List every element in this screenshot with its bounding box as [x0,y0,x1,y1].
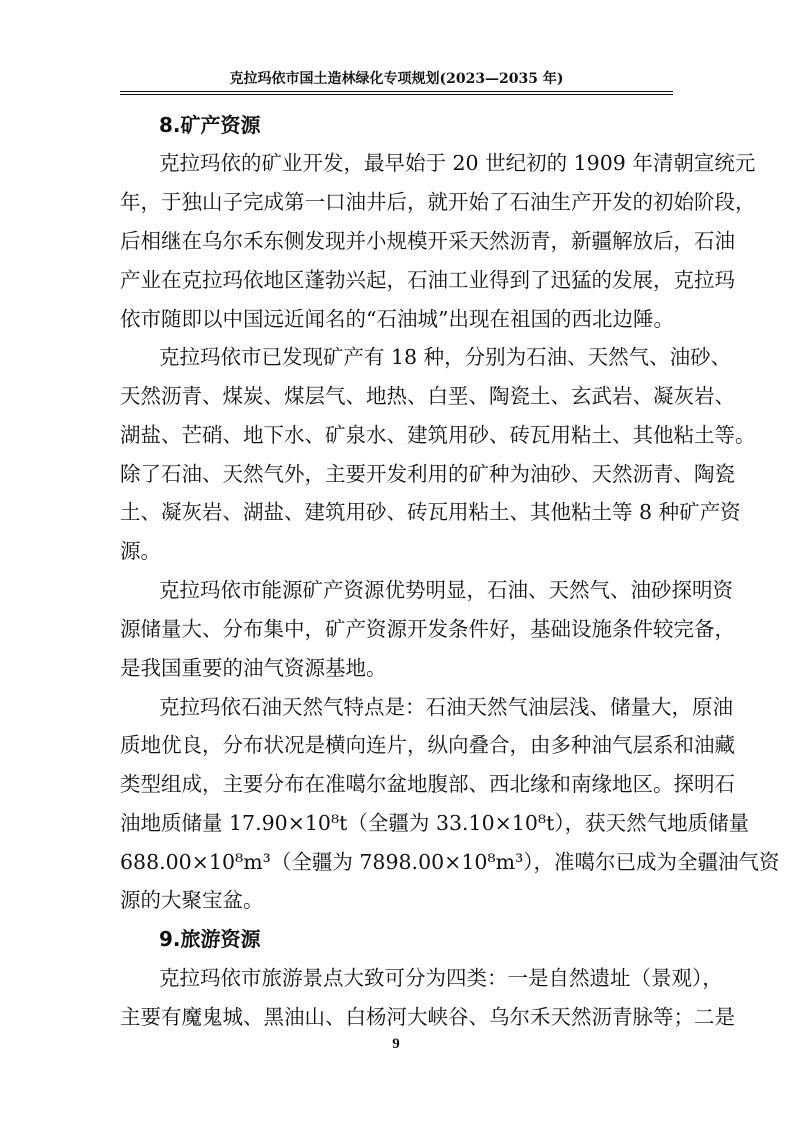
paragraph-line: 688.00×10⁸m³（全疆为 7898.00×10⁸m³），准噶尔已成为全疆油气资 [120,850,780,874]
header-divider [120,91,673,95]
paragraph-line: 年，于独山子完成第一口油井后，就开始了石油生产开发的初始阶段， [120,190,756,214]
paragraph-line: 油地质储量 17.90×10⁸t（全疆为 33.10×10⁸t），获天然气地质储量 [120,811,750,835]
running-header-title: 克拉玛依市国土造林绿化专项规划(2023—2035 年) [229,71,564,87]
paragraph-line: 克拉玛依市能源矿产资源优势明显，石油、天然气、油砂探明资 [159,578,733,602]
paragraph-line: 土、凝灰岩、湖盐、建筑用砂、砖瓦用粘土、其他粘土等 8 种矿产资 [120,500,741,524]
paragraph-line: 除了石油、天然气外，主要开发利用的矿种为油砂、天然沥青、陶瓷 [120,462,735,486]
paragraph-line: 类型组成，主要分布在准噶尔盆地腹部、西北缘和南缘地区。探明石 [120,772,735,796]
paragraph-line: 克拉玛依的矿业开发，最早始于 20 世纪初的 1909 年清朝宣统元 [159,151,756,175]
paragraph-line: 源。 [120,539,161,563]
paragraph-line: 克拉玛依石油天然气特点是：石油天然气油层浅、储量大，原油 [159,695,733,719]
paragraph-line: 克拉玛依市旅游景点大致可分为四类：一是自然遗址（景观）， [159,966,723,990]
paragraph-line: 质地优良，分布状况是横向连片，纵向叠合，由多种油气层系和油藏 [120,733,735,757]
paragraph-line: 克拉玛依市已发现矿产有 18 种，分别为石油、天然气、油砂、 [159,345,732,369]
page-number: 9 [392,1036,400,1052]
paragraph-line: 源的大聚宝盆。 [120,888,264,912]
paragraph-line: 依市随即以中国远近闻名的“石油城”出现在祖国的西北边陲。 [120,307,674,331]
section-heading-tourism-resources: 9.旅游资源 [159,927,261,951]
paragraph-line: 后相继在乌尔禾东侧发现并小规模开采天然沥青，新疆解放后，石油 [120,229,735,253]
section-heading-mineral-resources: 8.矿产资源 [159,113,261,137]
paragraph-line: 是我国重要的油气资源基地。 [120,656,387,680]
paragraph-line: 天然沥青、煤炭、煤层气、地热、白垩、陶瓷土、玄武岩、凝灰岩、 [120,384,735,408]
paragraph-line: 主要有魔鬼城、黑油山、白杨河大峡谷、乌尔禾天然沥青脉等；二是 [120,1005,735,1029]
paragraph-line: 产业在克拉玛依地区蓬勃兴起，石油工业得到了迅猛的发展，克拉玛 [120,268,735,292]
paragraph-line: 湖盐、芒硝、地下水、矿泉水、建筑用砂、砖瓦用粘土、其他粘土等。 [120,423,756,447]
paragraph-line: 源储量大、分布集中，矿产资源开发条件好，基础设施条件较完备， [120,617,735,641]
